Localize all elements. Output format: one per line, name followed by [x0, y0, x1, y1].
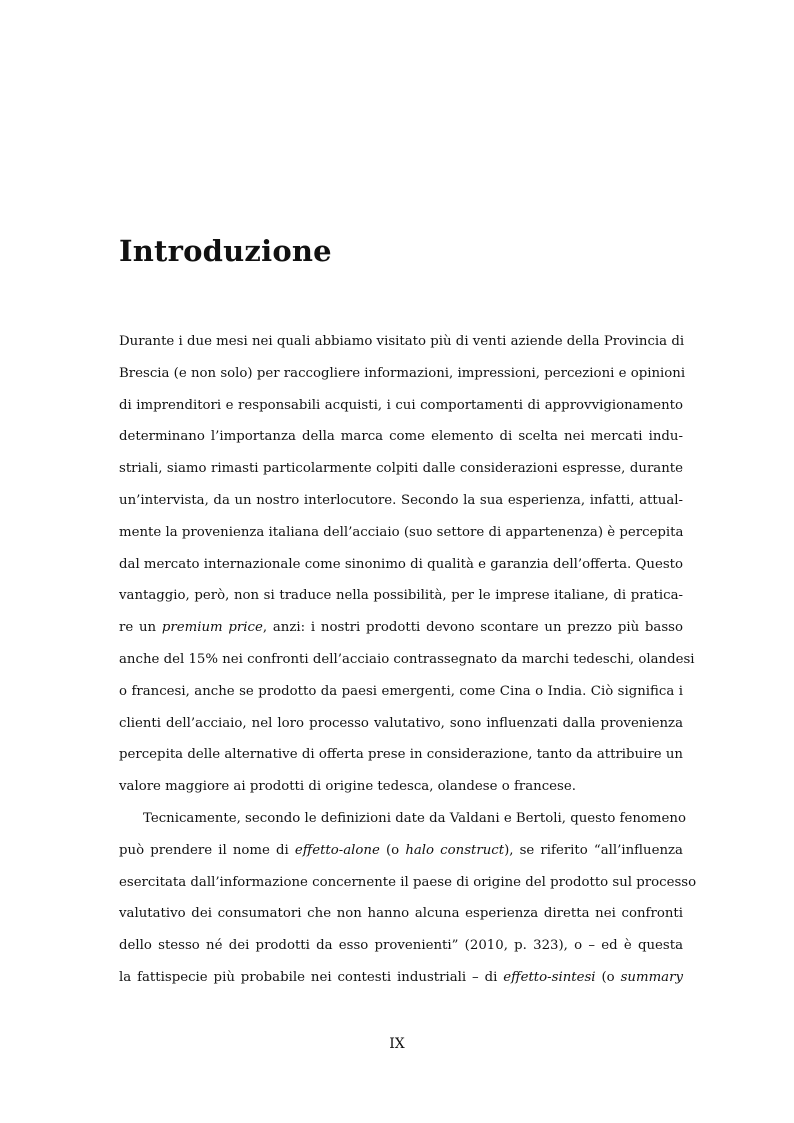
text-line: valore maggiore ai prodotti di origine tedesca, olandese o francese. — [119, 779, 576, 795]
text-line: re un premium price, anzi: i nostri prodotti devono scontare un prezzo più basso — [119, 620, 684, 636]
text-line: Durante i due mesi nei quali abbiamo visitato più di venti aziende della Provincia di — [119, 334, 685, 349]
text-line: mente la provenienza italiana dell’acciaio (suo settore di appartenenza) è percepita — [119, 524, 684, 540]
text-line: striali, siamo rimasti particolarmente colpiti dalle considerazioni espresse, durante — [119, 461, 683, 477]
page-number: IX — [389, 1036, 405, 1052]
text-line: clienti dell’acciaio, nel loro processo valutativo, sono influenzati dalla provenienza — [119, 715, 683, 731]
chapter-title: Introduzione — [119, 234, 332, 268]
italic-term: premium price — [161, 620, 263, 636]
text-line: dello stesso né dei prodotti da esso provenienti” (2010, p. 323), o – ed è questa — [119, 938, 683, 954]
text-line: vantaggio, però, non si traduce nella possibilità, per le imprese italiane, di pratica- — [119, 588, 683, 604]
text-line: può prendere il nome di effetto-alone (o halo construct), se riferito “all’influenza — [119, 842, 683, 858]
text-line: esercitata dall’informazione concernente il paese di origine del prodotto sul processo — [119, 874, 697, 890]
text-line: valutativo dei consumatori che non hanno alcuna esperienza diretta nei confronti — [119, 906, 683, 922]
text-line: la fattispecie più probabile nei contesti industriali – di effetto-sintesi (o summary — [119, 969, 683, 985]
italic-term: summary — [620, 969, 683, 985]
text-line: dal mercato internazionale come sinonimo di qualità e garanzia dell’offerta. Questo — [119, 556, 683, 572]
italic-term: effetto-alone — [294, 842, 380, 858]
text-line: Tecnicamente, secondo le definizioni date da Valdani e Bertoli, questo fenomeno — [143, 810, 686, 826]
text-line: determinano l’importanza della marca come elemento di scelta nei mercati indu- — [119, 429, 683, 445]
text-line: o francesi, anche se prodotto da paesi emergenti, come Cina o India. Ciò significa i — [119, 683, 683, 699]
text-line: di imprenditori e responsabili acquisti, i cui comportamenti di approvvigionamento — [119, 397, 683, 413]
text-line: percepita delle alternative di offerta prese in considerazione, tanto da attribuire un — [119, 747, 683, 763]
text-line: anche del 15% nei confronti dell’acciaio contrassegnato da marchi tedeschi, olandesi — [119, 651, 695, 667]
italic-term: halo construct — [405, 842, 505, 858]
italic-term: effetto-sintesi — [503, 969, 596, 985]
body-text — [119, 326, 697, 994]
text-line: un’intervista, da un nostro interlocutore. Secondo la sua esperienza, infatti, attual- — [119, 492, 683, 508]
text-line: Brescia (e non solo) per raccogliere informazioni, impressioni, percezioni e opinioni — [119, 365, 686, 381]
